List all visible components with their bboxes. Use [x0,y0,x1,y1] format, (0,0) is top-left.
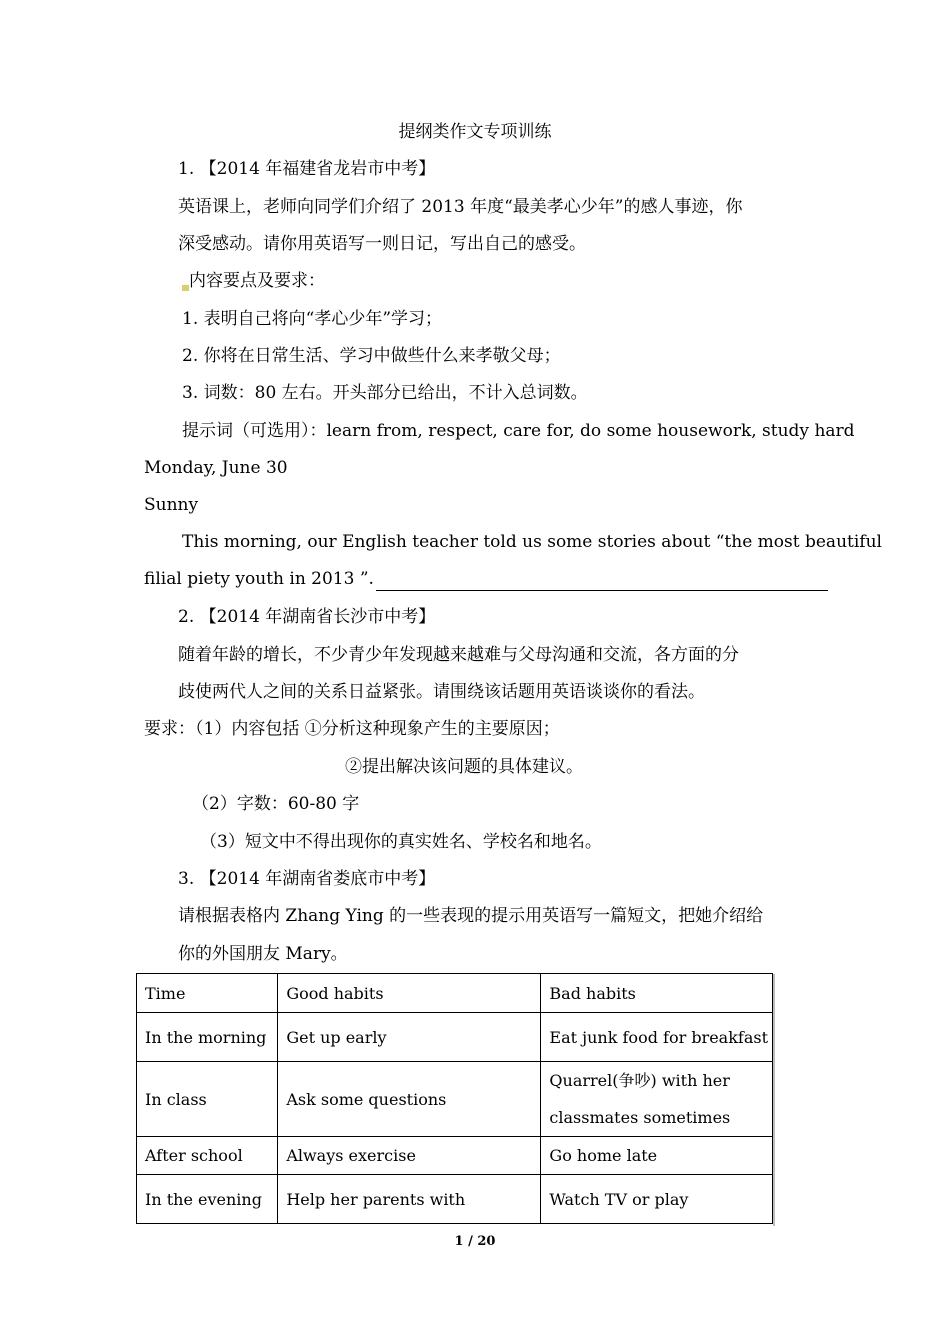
table-cell: Eat junk food for breakfast [541,1013,773,1062]
table-header-cell: Good habits [278,974,541,1013]
table-row [137,1062,773,1137]
q2-requirement-line-3: （2）字数：60-80 字 [192,794,360,814]
page-number: 1 / 20 [454,1234,496,1249]
q2-requirement-line-4: （3）短文中不得出现你的真实姓名、学校名和地名。 [200,832,602,852]
q2-heading: 2. 【2014 年湖南省长沙市中考】 [178,607,436,627]
table-row [137,1013,773,1062]
q1-hint-words: 提示词（可选用）：learn from, respect, care for, do some housework, study hard [182,421,855,441]
table-cell: In the morning [137,1013,278,1062]
q1-intro-line-1: 英语课上，老师向同学们介绍了 2013 年度“最美孝心少年”的感人事迹，你 [178,197,743,217]
table-cell: Always exercise [278,1137,541,1175]
table-header-cell: Time [137,974,278,1013]
table-cell: Go home late [541,1137,773,1175]
q2-intro-line-2: 歧使两代人之间的关系日益紧张。请围绕该话题用英语谈谈你的看法。 [178,682,705,702]
table-cell-line: classmates sometimes [549,1108,731,1127]
table-shadow-edge [773,974,775,1226]
table-header-row [137,974,773,1013]
q1-requirement-2: 2. 你将在日常生活、学习中做些什么来孝敬父母； [182,346,561,366]
q2-requirement-line-2: ②提出解决该问题的具体建议。 [345,757,583,777]
table-cell [541,1062,773,1137]
q2-requirement-line-1: 要求：（1）内容包括 ①分析这种现象产生的主要原因； [144,719,560,739]
q1-diary-start-line-1: This morning, our English teacher told us some stories about “the most beautiful [182,532,882,552]
answer-blank-line [376,568,828,591]
table-header-cell: Bad habits [541,974,773,1013]
table-cell: Watch TV or play [541,1175,773,1224]
q1-requirement-3: 3. 词数：80 左右。开头部分已给出，不计入总词数。 [182,383,588,403]
q1-requirement-1: 1. 表明自己将向“孝心少年”学习； [182,309,443,329]
table-cell: In the evening [137,1175,278,1224]
habits-table [136,973,773,1224]
q1-diary-start-text: filial piety youth in 2013 ”. [144,569,374,589]
table-row [137,1175,773,1224]
q3-intro-line-1: 请根据表格内 Zhang Ying 的一些表现的提示用英语写一篇短文，把她介绍给 [178,906,764,926]
table-cell: Help her parents with [278,1175,541,1224]
q1-intro-line-2: 深受感动。请你用英语写一则日记，写出自己的感受。 [178,234,586,254]
table-cell-line: Quarrel(争吵) with her [549,1071,730,1090]
table-cell: After school [137,1137,278,1175]
q1-heading: 1. 【2014 年福建省龙岩市中考】 [178,159,436,179]
q2-intro-line-1: 随着年龄的增长，不少青少年发现越来越难与父母沟通和交流，各方面的分 [178,645,739,665]
q1-diary-date: Monday, June 30 [144,458,288,478]
highlight-marker [182,285,189,291]
table-row [137,1137,773,1175]
q3-heading: 3. 【2014 年湖南省娄底市中考】 [178,869,436,889]
page-title: 提纲类作文专项训练 [398,122,552,142]
q1-diary-start-line-2 [144,568,828,591]
table-cell: In class [137,1062,278,1137]
table-cell: Ask some questions [278,1062,541,1137]
q1-requirements-title: 内容要点及要求： [189,271,325,291]
q1-diary-weather: Sunny [144,495,199,515]
q3-intro-line-2: 你的外国朋友 Mary。 [178,944,348,964]
table-cell: Get up early [278,1013,541,1062]
